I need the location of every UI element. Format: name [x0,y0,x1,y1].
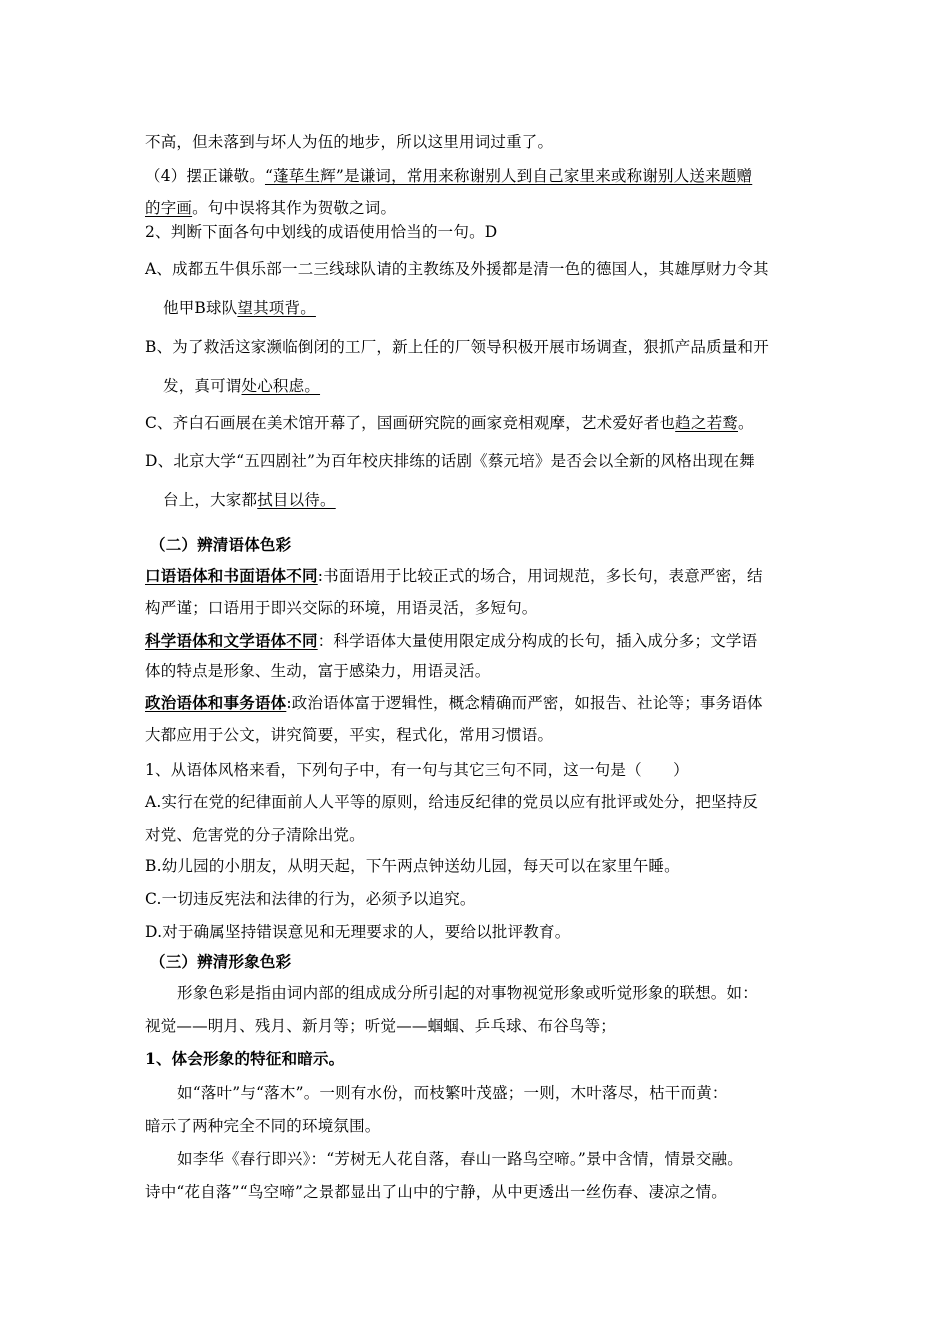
q2-c-text: C、齐白石画展在美术馆开幕了，国画研究院的画家竞相观摩，艺术爱好者也 [145,414,676,432]
sec3-example-2-line-2: 诗中“花自落”“鸟空啼”之景都显出了山中的宁静，从中更透出一丝伤春、凄凉之情。 [145,1183,727,1201]
q2-option-a-line-1: A、成都五牛俱乐部一二三线球队请的主教练及外援都是清一色的德国人，其雄厚财力令其 [145,260,769,278]
sec3-heading-1: 1、体会形象的特征和暗示。 [145,1049,345,1068]
sec2-p2-text: ：科学语体大量使用限定成分构成的长句，插入成分多；文学语 [317,632,758,650]
sec2-p2-heading: 科学语体和文学语体不同 [145,631,318,650]
intro-underlined-1: “蓬荜生辉”是谦词，常用来称谢别人到自己家里来或称谢别人送来题赠 [264,167,753,185]
sec2-option-b: B.幼儿园的小朋友，从明天起，下午两点钟送幼儿园，每天可以在家里午睡。 [145,857,680,875]
sec2-p3-line-2: 大都应用于公文，讲究简要，平实，程式化，常用习惯语。 [145,726,554,744]
q2-option-d-line-1: D、北京大学“五四剧社”为百年校庆排练的话剧《蔡元培》是否会以全新的风格出现在舞 [145,452,755,470]
q2-a-text: 他甲B球队 [163,299,238,317]
section-2-title: （二）辨清语体色彩 [150,535,292,554]
sec2-p3-text: :政治语体富于逻辑性，概念精确而严密，如报告、社论等；事务语体 [286,694,763,712]
sec2-p1-line-2: 构严谨；口语用于即兴交际的环境，用语灵活，多短句。 [145,599,538,617]
sec3-p2: 视觉——明月、残月、新月等；听觉——蝈蝈、乒乓球、布谷鸟等； [145,1017,617,1035]
sec3-example-1-line-1: 如“落叶”与“落木”。一则有水份，而枝繁叶茂盛；一则，木叶落尽，枯干而黄： [177,1084,728,1102]
q2-c-end: 。 [737,414,754,432]
sec3-p1: 形象色彩是指由词内部的组成成分所引起的对事物视觉形象或听觉形象的联想。如： [177,984,758,1002]
sec2-option-a-line-2: 对党、危害党的分子清除出党。 [145,826,365,844]
intro-underlined-2: 的字画 [145,199,193,217]
sec2-option-a-line-1: A.实行在党的纪律面前人人平等的原则，给违反纪律的党员以应有批评或处分，把坚持反 [145,793,759,811]
intro-tail: 。句中误将其作为贺敬之词。 [192,199,397,217]
section-3-title: （三）辨清形象色彩 [150,952,292,971]
intro-label: （4）摆正谦敬。 [145,167,265,185]
q2-d-text: 台上，大家都 [163,491,258,509]
sec2-option-d: D.对于确属坚持错误意见和无理要求的人，要给以批评教育。 [145,923,571,941]
sec2-p2-line-1 [145,631,757,651]
q2-d-idiom: 拭目以待。 [257,491,336,509]
q2-option-b-line-1: B、为了救活这家濒临倒闭的工厂，新上任的厂领导积极开展市场调查，狠抓产品质量和开 [145,338,769,356]
q2-a-idiom: 望其项背。 [237,299,316,317]
q2-option-d-line-2 [163,490,336,510]
sec2-p1-line-1 [145,566,763,586]
sec3-example-1-line-2: 暗示了两种完全不同的环境氛围。 [145,1117,381,1135]
q2-c-idiom: 趋之若鹜 [675,414,738,432]
q2-b-text: 发，真可谓 [163,377,242,395]
sec3-example-2-line-1: 如李华《春行即兴》：“芳树无人花自落，春山一路鸟空啼。”景中含情，情景交融。 [177,1150,743,1168]
sec2-p1-text: :书面语用于比较正式的场合，用词规范，多长句，表意严密，结 [317,567,763,585]
intro-line-2 [145,166,752,186]
q2-stem: 2、判断下面各句中划线的成语使用恰当的一句。D [145,223,498,241]
intro-line-1: 不高，但未落到与坏人为伍的地步，所以这里用词过重了。 [145,133,554,151]
sec2-p2-line-2: 体的特点是形象、生动，富于感染力，用语灵活。 [145,662,491,680]
sec2-p3-line-1 [145,693,763,713]
sec2-question: 1、从语体风格来看，下列句子中，有一句与其它三句不同，这一句是（ ） [145,761,689,779]
q2-option-c [145,413,754,433]
q2-b-idiom: 处心积虑。 [241,377,321,395]
sec2-option-c: C.一切违反宪法和法律的行为，必须予以追究。 [145,890,476,908]
sec2-p1-heading: 口语语体和书面语体不同 [145,566,318,585]
q2-option-b-line-2 [163,376,320,396]
sec2-p3-heading: 政治语体和事务语体 [145,693,287,712]
intro-line-3 [145,198,396,218]
q2-option-a-line-2 [163,298,316,318]
